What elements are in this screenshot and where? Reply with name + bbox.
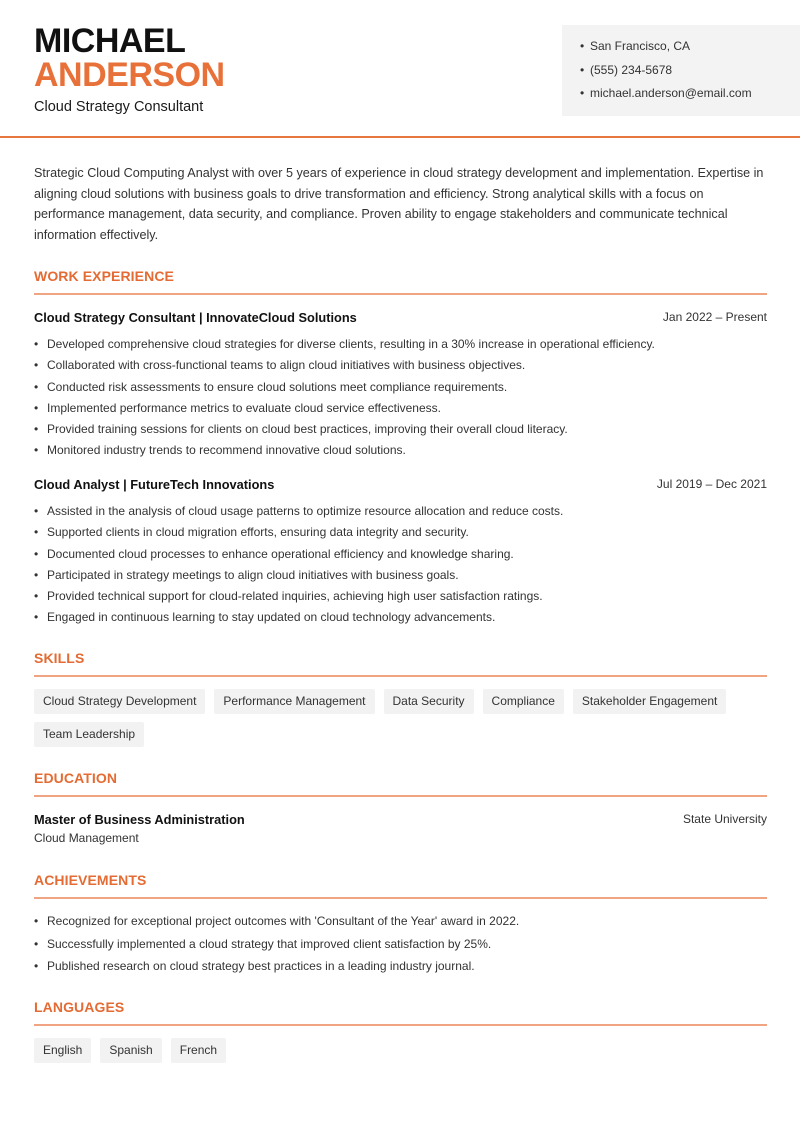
phone-text: (555) 234-5678 (590, 62, 673, 77)
job-bullets-1 (34, 336, 768, 464)
list-item (34, 588, 768, 609)
location-text: San Francisco, CA (590, 39, 691, 53)
bullet-text: Recognized for exceptional project outcomes with 'Consultant of the Year' award in 2022. (47, 914, 520, 928)
bullet-icon: • (580, 62, 585, 77)
bullet-icon: • (34, 959, 39, 973)
list-item (34, 913, 768, 936)
section-divider (34, 795, 767, 797)
list-item (34, 567, 768, 588)
skills-chip-list (34, 689, 774, 747)
bullet-text: Conducted risk assessments to ensure cloud solutions meet compliance requirements. (47, 379, 508, 394)
list-item (34, 421, 768, 442)
list-item (34, 336, 768, 357)
contact-phone (580, 62, 800, 86)
section-title-languages: LANGUAGES (34, 999, 125, 1015)
bullet-icon: • (34, 567, 39, 582)
bullet-icon: • (34, 400, 39, 415)
contact-email (580, 85, 800, 109)
bullet-text: Implemented performance metrics to evaluate cloud service effectiveness. (47, 400, 441, 415)
section-title-work-experience: WORK EXPERIENCE (34, 268, 174, 284)
last-name: ANDERSON (34, 56, 225, 94)
bullet-text: Developed comprehensive cloud strategies for diverse clients, resulting in a 30% increase in operational efficiency. (47, 337, 655, 351)
bullet-icon: • (34, 337, 39, 351)
contact-box (562, 25, 800, 116)
bullet-text: Successfully implemented a cloud strategy that improved client satisfaction by 25%. (47, 936, 492, 951)
email-text[interactable]: michael.anderson@email.com (590, 86, 752, 100)
bullet-icon: • (34, 589, 39, 604)
job-dates-1: Jan 2022 – Present (662, 310, 767, 324)
bullet-icon: • (34, 525, 39, 540)
languages-chip-list (34, 1038, 774, 1063)
list-item (34, 609, 768, 630)
section-divider (34, 897, 767, 899)
first-name: MICHAEL (34, 22, 186, 60)
bullet-icon: • (34, 504, 39, 518)
bullet-text: Provided training sessions for clients on cloud best practices, improving their overall cloud literacy. (47, 422, 568, 437)
language-chip: English (34, 1038, 91, 1063)
bullet-text: Assisted in the analysis of cloud usage patterns to optimize resource allocation and reduce costs. (47, 504, 564, 518)
skill-chip: Compliance (483, 689, 564, 714)
bullet-icon: • (34, 358, 39, 373)
bullet-icon: • (34, 443, 39, 458)
education-degree: Master of Business Administration (34, 812, 245, 827)
list-item (34, 442, 768, 463)
section-divider (34, 1024, 767, 1026)
section-title-achievements: ACHIEVEMENTS (34, 872, 147, 888)
list-item (34, 400, 768, 421)
job-role: Cloud Strategy Consultant (34, 99, 204, 115)
bullet-text: Documented cloud processes to enhance operational efficiency and knowledge sharing. (47, 546, 514, 561)
bullet-icon: • (34, 422, 39, 437)
bullet-text: Participated in strategy meetings to align cloud initiatives with business goals. (47, 567, 459, 582)
language-chip: French (171, 1038, 226, 1063)
list-item (34, 936, 768, 959)
bullet-text: Provided technical support for cloud-related inquiries, achieving high user satisfaction ratings. (47, 589, 543, 604)
bullet-text: Engaged in continuous learning to stay updated on cloud technology advancements. (47, 610, 496, 625)
list-item (34, 357, 768, 378)
bullet-icon: • (34, 610, 39, 625)
list-item (34, 524, 768, 545)
list-item (34, 958, 768, 981)
list-item (34, 379, 768, 400)
skill-chip: Team Leadership (34, 722, 144, 747)
bullet-text: Monitored industry trends to recommend innovative cloud solutions. (47, 443, 406, 458)
bullet-icon: • (580, 39, 585, 53)
skill-chip: Cloud Strategy Development (34, 689, 205, 714)
resume-header (0, 0, 800, 138)
bullet-icon: • (34, 546, 39, 561)
bullet-icon: • (34, 914, 39, 928)
achievements-list (34, 913, 768, 981)
job-title-1: Cloud Strategy Consultant | InnovateCloud Solutions (34, 310, 357, 325)
skill-chip: Performance Management (214, 689, 374, 714)
section-title-education: EDUCATION (34, 770, 118, 786)
job-bullets-2 (34, 503, 768, 631)
bullet-text: Collaborated with cross-functional teams to align cloud initiatives with business objectives. (47, 358, 526, 373)
summary-paragraph: Strategic Cloud Computing Analyst with over 5 years of experience in cloud strategy development and implementation. Expertise in aligning cloud solutions with business goals to drive transformation and efficiency. Strong analytical skills with a focus on performance management, data security, and compliance. Proven ability to engage stakeholders and communicate technical information effectively. (34, 166, 764, 243)
language-chip: Spanish (100, 1038, 161, 1063)
skill-chip: Data Security (384, 689, 474, 714)
bullet-icon: • (34, 379, 39, 394)
job-title-2: Cloud Analyst | FutureTech Innovations (34, 477, 275, 492)
skill-chip: Stakeholder Engagement (573, 689, 726, 714)
job-dates-2: Jul 2019 – Dec 2021 (656, 477, 767, 491)
section-divider (34, 293, 767, 295)
section-title-skills: SKILLS (34, 650, 85, 666)
bullet-icon: • (580, 86, 585, 100)
bullet-text: Supported clients in cloud migration efforts, ensuring data integrity and security. (47, 525, 469, 540)
education-school: State University (682, 812, 767, 826)
bullet-text: Published research on cloud strategy best practices in a leading industry journal. (47, 959, 475, 973)
bullet-icon: • (34, 936, 39, 951)
education-field: Cloud Management (34, 831, 139, 845)
section-divider (34, 675, 767, 677)
contact-location (580, 38, 800, 62)
list-item (34, 546, 768, 567)
list-item (34, 503, 768, 524)
